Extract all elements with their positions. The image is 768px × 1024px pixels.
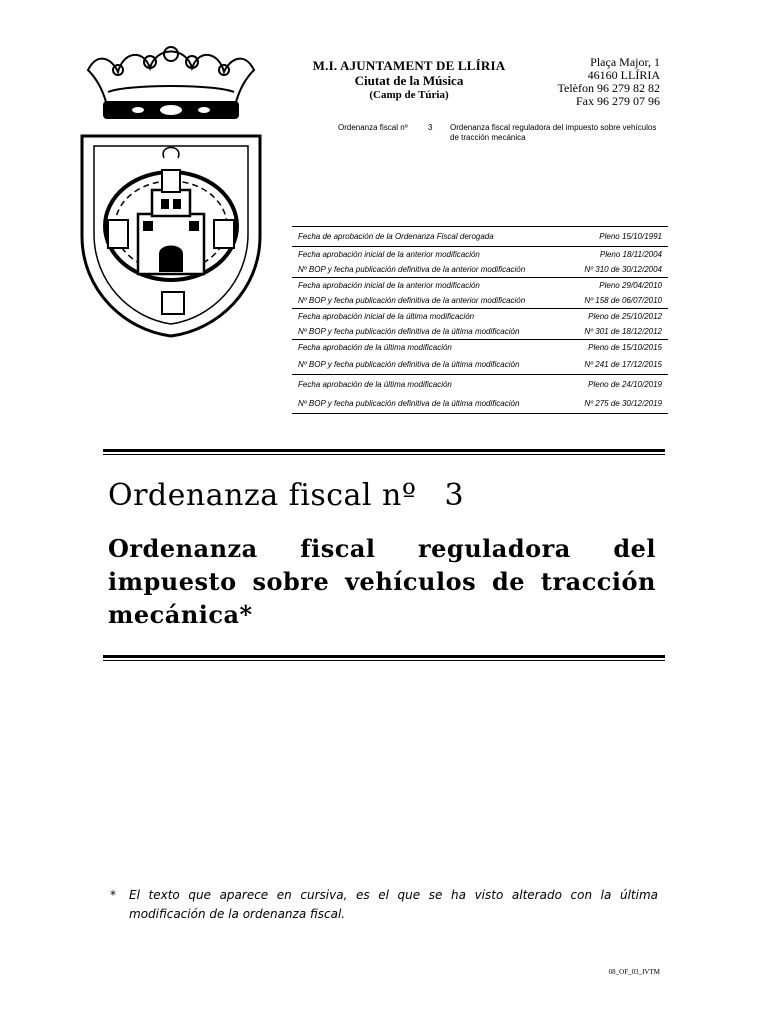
ordinance-number: 3 <box>428 123 433 132</box>
footnote <box>110 886 658 924</box>
address-phone: Telèfon 96 279 82 82 <box>557 81 660 95</box>
row-value: Nº 241 de 17/12/2015 <box>584 360 662 369</box>
address-fax: Fax 96 279 07 96 <box>576 94 660 108</box>
table-row <box>292 394 668 414</box>
row-value: Nº 158 de 06/07/2010 <box>584 296 662 305</box>
row-label: Fecha aprobación inicial de la anterior modificación <box>292 247 565 263</box>
document-code: 08_OF_03_IVTM <box>608 968 660 976</box>
ordinance-description: Ordenanza fiscal reguladora del impuesto sobre vehículos de tracción mecánica <box>450 123 657 142</box>
title-bottom-rule <box>103 655 665 658</box>
row-value: Pleno 18/11/2004 <box>565 247 668 263</box>
table-row <box>292 262 668 278</box>
row-value: Nº 310 de 30/12/2004 <box>584 265 662 274</box>
page-subtitle: Ordenanza fiscal reguladora del impuesto sobre vehículos de tracción mecánica* <box>108 534 656 629</box>
table-row <box>292 247 668 263</box>
row-label: Nº BOP y fecha publicación definitiva de la última modificación <box>292 394 565 414</box>
table-row <box>292 324 668 340</box>
table-row <box>292 278 668 294</box>
address-street: Plaça Major, 1 <box>590 55 660 69</box>
row-value: Pleno 15/10/1991 <box>565 227 668 247</box>
row-value: Pleno 29/04/2010 <box>565 278 668 294</box>
org-tagline: Ciutat de la Música <box>354 73 464 88</box>
row-label: Fecha aprobación de la última modificación <box>292 340 565 356</box>
row-label: Nº BOP y fecha publicación definitiva de la anterior modificación <box>298 296 526 305</box>
title-text: Ordenanza fiscal nº <box>108 478 417 513</box>
title-top-rule <box>103 449 665 452</box>
approval-dates-table <box>292 226 668 414</box>
table-row <box>292 375 668 395</box>
row-label: Fecha aprobación de la última modificación <box>292 375 565 395</box>
coat-of-arms-logo <box>68 40 274 340</box>
table-row <box>292 340 668 356</box>
row-label: Fecha aprobación inicial de la anterior modificación <box>292 278 565 294</box>
footnote-marker: * <box>110 888 116 902</box>
org-name: M.I. AJUNTAMENT DE LLÍRIA <box>312 58 506 73</box>
title-number: 3 <box>444 478 465 513</box>
row-label: Fecha aprobación inicial de la última modificación <box>292 309 565 325</box>
page-title <box>108 474 464 518</box>
organization-header <box>284 58 534 103</box>
row-label: Nº BOP y fecha publicación definitiva de la última modificación <box>298 360 520 369</box>
table-row <box>292 293 668 309</box>
row-value: Pleno de 15/10/2015 <box>565 340 668 356</box>
row-value: Pleno de 24/10/2019 <box>565 375 668 395</box>
ordinance-label: Ordenanza fiscal nº <box>338 123 408 132</box>
address-city: 46160 LLÍRIA <box>587 68 660 82</box>
address-block <box>558 56 660 108</box>
table-row <box>292 355 668 375</box>
table-row <box>292 309 668 325</box>
row-label: Nº BOP y fecha publicación definitiva de la última modificación <box>298 327 520 336</box>
row-label: Nº BOP y fecha publicación definitiva de la anterior modificación <box>298 265 526 274</box>
row-value: Nº 275 de 30/12/2019 <box>565 394 668 414</box>
footnote-text: El texto que aparece en cursiva, es el que se ha visto alterado con la última modificación de la ordenanza fiscal. <box>129 888 658 921</box>
org-region: (Camp de Túria) <box>369 89 449 101</box>
row-value: Pleno de 25/10/2012 <box>565 309 668 325</box>
row-value: Nº 301 de 18/12/2012 <box>584 327 662 336</box>
row-label: Fecha de aprobación de la Ordenanza Fiscal derogada <box>292 227 565 247</box>
table-row <box>292 227 668 247</box>
